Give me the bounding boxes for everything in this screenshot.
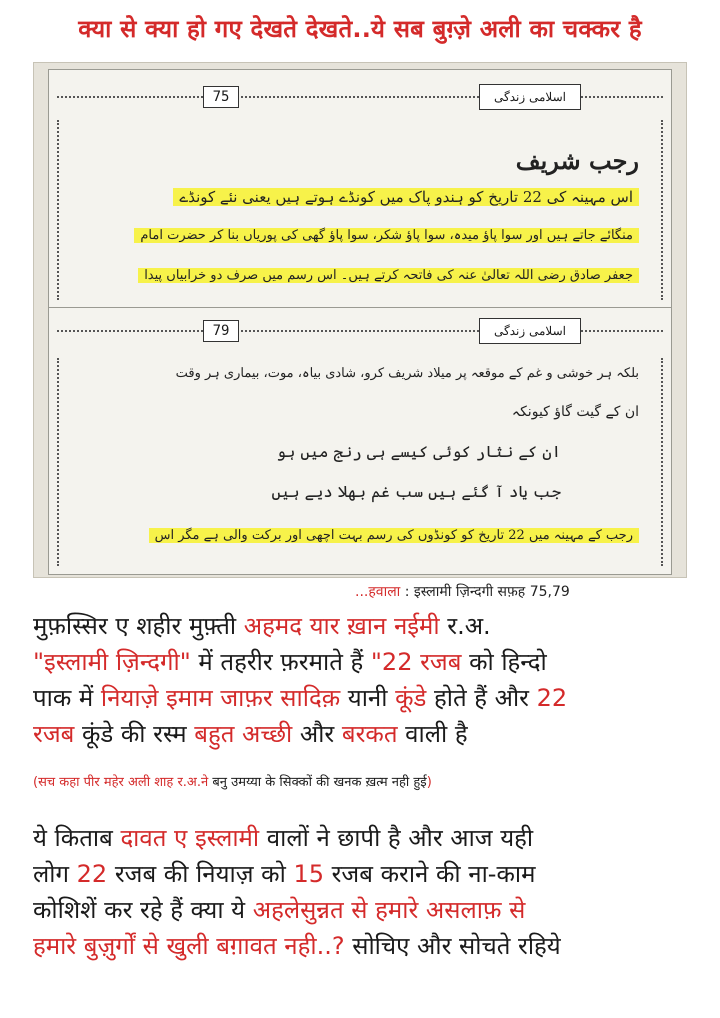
- paragraph-quote: [33, 608, 693, 752]
- side-note: (सच कहा पीर महेर अली शाह र.अ.ने बनु उमय्या के सिक्कों की खनक ख़त्म नही हुई): [33, 775, 432, 790]
- ornamental-border-left: [57, 358, 59, 566]
- text-line: ये किताब दावत ए इस्लामी वालों ने छापी है और आज यही: [33, 824, 534, 852]
- ornamental-border-right: [661, 120, 663, 300]
- text-line: "इस्लामी ज़िन्दगी" में तहरीर फ़रमाते हैं "22 रजब को हिन्दो: [33, 648, 547, 676]
- book-page-79: [48, 307, 672, 575]
- reference-caption: ...हवाला : इस्लामी ज़िन्दगी सफ़ह 75,79: [355, 584, 570, 600]
- urdu-line: منگائے جاتے ہیں اور سوا پاؤ میدہ، سوا پاؤ شکر، سوا پاؤ گھی کی پوریاں بنا کر حضرت امام: [134, 228, 639, 243]
- book-banner: اسلامی زندگی: [479, 84, 581, 110]
- urdu-line: بلکہ ہر خوشی و غم کے موقعہ پر میلاد شریف کرو، شادی بیاہ، موت، بیماری ہر وقت: [175, 366, 639, 381]
- urdu-verse: ان کے نثار کوئی کیسے ہی رنج میں ہو: [276, 442, 561, 461]
- urdu-line: جعفر صادق رضی اللہ تعالیٰ عنہ کی فاتحہ کرتے ہیں۔ اس رسم میں صرف دو خرابیاں پیدا: [138, 268, 639, 283]
- ornamental-border-left: [57, 120, 59, 300]
- text-line: लोग 22 रजब की नियाज़ को 15 रजब कराने की ना-काम: [33, 860, 536, 888]
- urdu-heading: رجب شریف: [515, 146, 639, 175]
- urdu-line: ان کے گیت گاؤ کیونکہ: [511, 404, 639, 420]
- headline: क्या से क्या हो गए देखते देखते..ये सब बुग़्ज़े अली का चक्कर है: [78, 14, 642, 43]
- urdu-line: رجب کے مہینہ میں 22 تاریخ کو کونڈوں کی رسم بہت اچھی اور برکت والی ہے مگر اس: [149, 528, 639, 543]
- ornamental-border-right: [661, 358, 663, 566]
- text-line: कोशिशें कर रहे हैं क्या ये अहलेसुन्नत से हमारे असलाफ़ से: [33, 896, 526, 924]
- text-line: पाक में नियाज़े इमाम जाफ़र सादिक़ यानी कूंडे होते हैं और 22: [33, 684, 568, 712]
- page-number: 75: [203, 86, 239, 108]
- book-scan-image: [33, 62, 687, 578]
- text-line: मुफ़स्सिर ए शहीर मुफ़्ती अहमद यार ख़ान नईमी र.अ.: [33, 612, 491, 640]
- text-line: हमारे बुज़ुर्गों से खुली बग़ावत नही..? सोचिए और सोचते रहिये: [33, 932, 561, 960]
- urdu-line: اس مہینہ کی 22 تاریخ کو ہندو پاک میں کونڈے ہوتے ہیں یعنی نئے کونڈے: [173, 188, 639, 206]
- book-banner: اسلامی زندگی: [479, 318, 581, 344]
- book-page-75: [48, 69, 672, 309]
- page-number: 79: [203, 320, 239, 342]
- paragraph-commentary: [33, 820, 693, 964]
- text-line: रजब कूंडे की रस्म बहुत अच्छी और बरकत वाली है: [33, 720, 468, 748]
- urdu-verse: جب یاد آ گئے ہیں سب غم بھلا دیے ہیں: [271, 482, 561, 501]
